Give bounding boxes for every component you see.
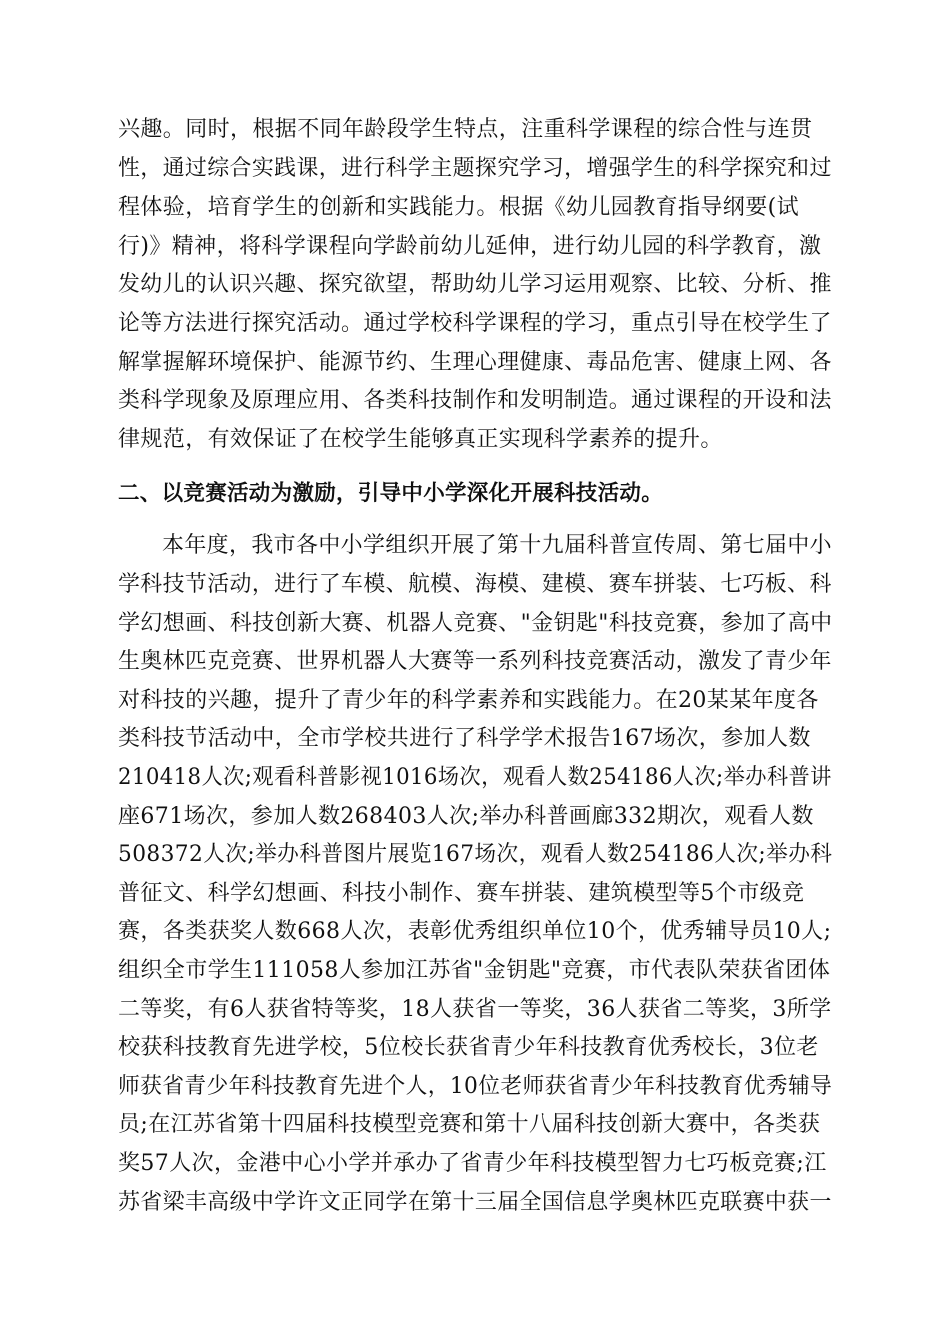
text-line: 类科技节活动中，全市学校共进行了科学学术报告167场次，参加人数 — [118, 726, 811, 751]
text-line: 论等方法进行探究活动。通过学校科学课程的学习，重点引导在校学生了 — [118, 311, 832, 336]
text-line: 210418人次;观看科普影视1016场次，观看人数254186人次;举办科普讲 — [118, 765, 832, 790]
text-line: 组织全市学生111058人参加江苏省"金钥匙"竞赛，市代表队荣获省团体 — [118, 958, 831, 983]
text-line: 学幻想画、科技创新大赛、机器人竞赛、"金钥匙"科技竞赛，参加了高中 — [118, 611, 833, 636]
text-line: 发幼儿的认识兴趣、探究欲望，帮助幼儿学习运用观察、比较、分析、推 — [118, 272, 832, 297]
text-line: 508372人次;举办科普图片展览167场次，观看人数254186人次;举办科 — [118, 842, 833, 867]
text-line: 普征文、科学幻想画、科技小制作、赛车拼装、建筑模型等5个市级竞 — [118, 881, 805, 906]
text-line: 律规范，有效保证了在校学生能够真正实现科学素养的提升。 — [118, 427, 723, 452]
text-line: 员;在江苏省第十四届科技模型竞赛和第十八届科技创新大赛中，各类获 — [118, 1112, 821, 1137]
text-line: 本年度，我市各中小学组织开展了第十九届科普宣传周、第七届中小 — [162, 533, 832, 558]
section-heading: 二、以竞赛活动为激励，引导中小学深化开展科技活动。 — [118, 481, 664, 506]
text-line: 校获科技教育先进学校，5位校长获省青少年科技教育优秀校长，3位老 — [118, 1035, 819, 1060]
text-line: 解掌握解环境保护、能源节约、生理心理健康、毒品危害、健康上网、各 — [118, 350, 832, 375]
text-line: 生奥林匹克竞赛、世界机器人大赛等一系列科技竞赛活动，激发了青少年 — [118, 649, 832, 674]
text-line: 师获省青少年科技教育先进个人，10位老师获省青少年科技教育优秀辅导 — [118, 1074, 833, 1099]
text-line: 苏省梁丰高级中学许文正同学在第十三届全国信息学奥林匹克联赛中获一 — [118, 1190, 832, 1215]
text-line: 座671场次，参加人数268403人次;举办科普画廊332期次，观看人数 — [118, 804, 814, 829]
text-line: 赛，各类获奖人数668人次，表彰优秀组织单位10个，优秀辅导员10人; — [118, 919, 832, 944]
text-line: 行)》精神，将科学课程向学龄前幼儿延伸，进行幼儿园的科学教育，激 — [118, 234, 822, 259]
text-line: 学科技节活动，进行了车模、航模、海模、建模、赛车拼装、七巧板、科 — [118, 572, 832, 597]
text-line: 程体验，培育学生的创新和实践能力。根据《幼儿园教育指导纲要(试 — [118, 195, 799, 220]
text-line: 类科学现象及原理应用、各类科技制作和发明制造。通过课程的开设和法 — [118, 388, 832, 413]
text-line: 二等奖，有6人获省特等奖，18人获省一等奖，36人获省二等奖，3所学 — [118, 997, 832, 1022]
text-line: 对科技的兴趣，提升了青少年的科学素养和实践能力。在20某某年度各 — [118, 688, 819, 713]
text-line: 兴趣。同时，根据不同年龄段学生特点，注重科学课程的综合性与连贯 — [118, 117, 813, 142]
text-line: 性，通过综合实践课，进行科学主题探究学习，增强学生的科学探究和过 — [118, 156, 832, 181]
text-line: 奖57人次，金港中心小学并承办了省青少年科技模型智力七巧板竞赛;江 — [118, 1151, 827, 1176]
